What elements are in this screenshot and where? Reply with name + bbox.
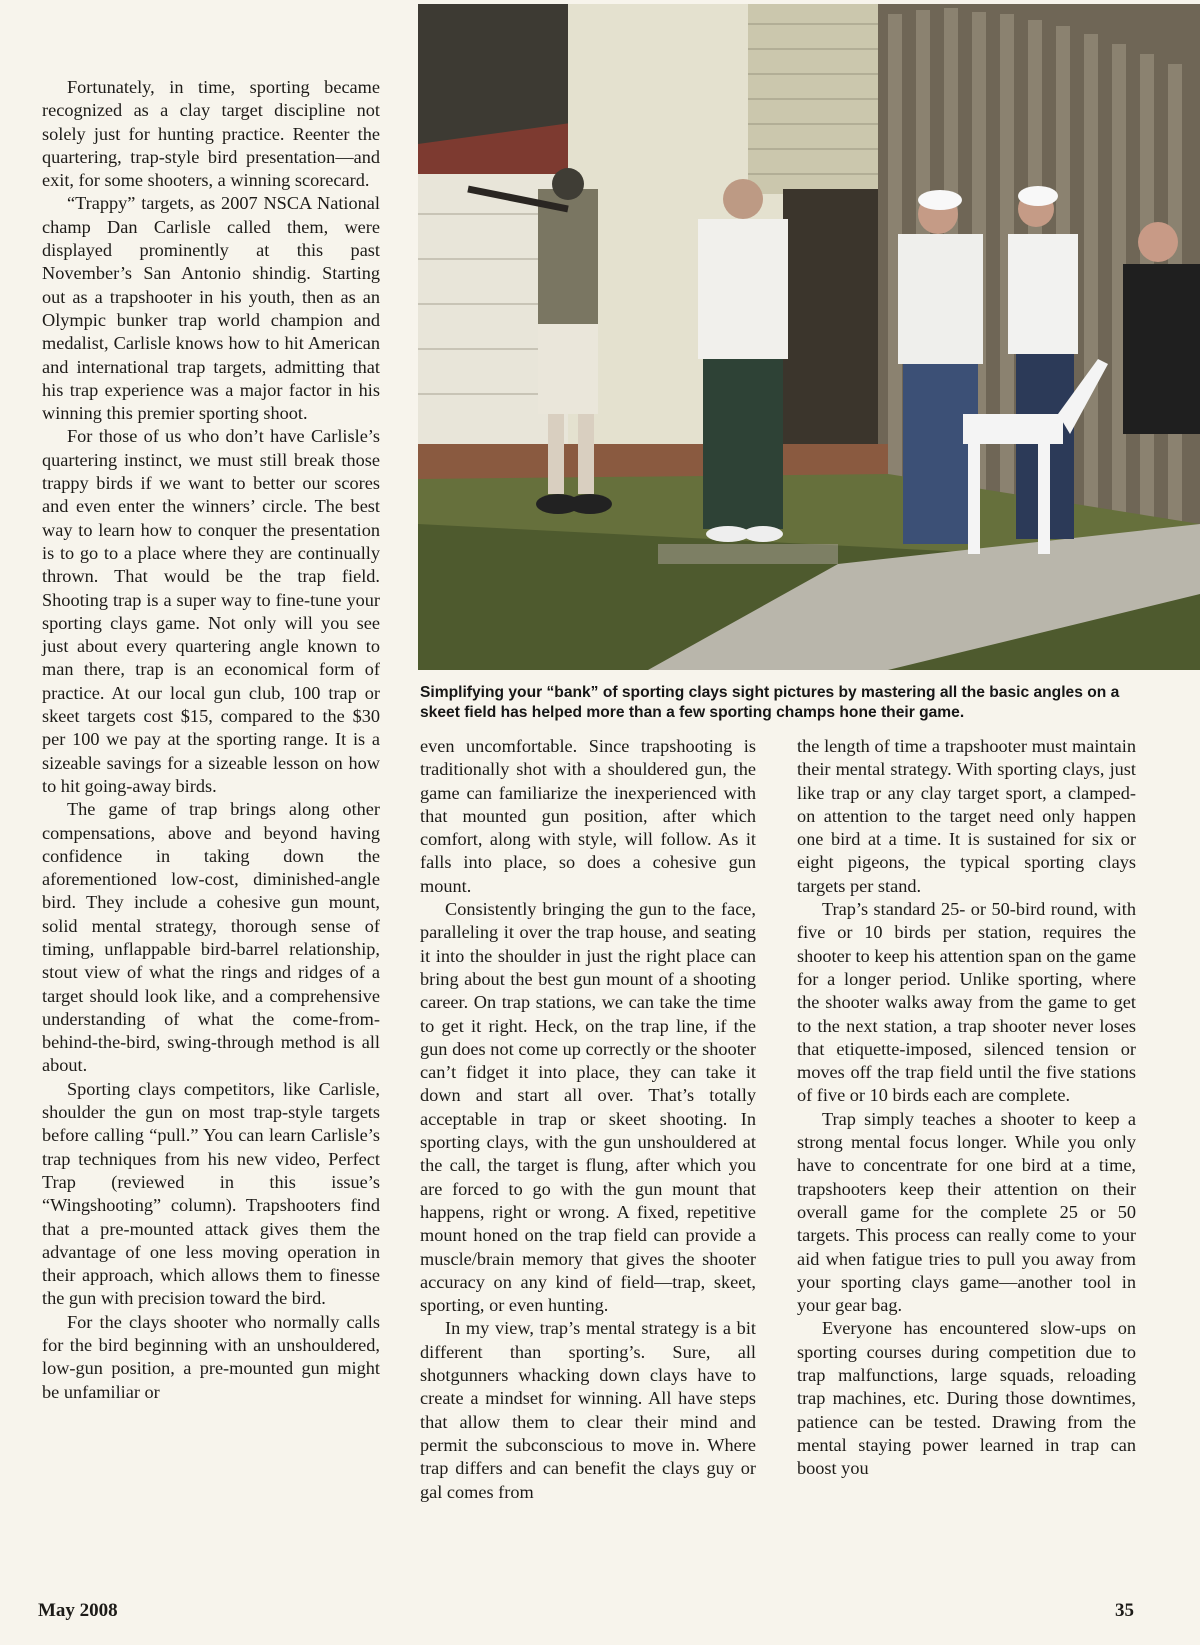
paragraph: even uncomfortable. Since trapshooting is traditionally shot with a shouldered gun, the game can familiarize the inexperienced with that mounted gun position, after which comfort, along with style, will follow. As it falls into place, so does a cohesive gun mount. (420, 736, 756, 896)
paragraph: Trap’s standard 25- or 50-bird round, with five or 10 birds per station, requires the shooter to keep his attention span on the game for a longer period. Unlike sporting, where the shooter walks away from the game to get to the next station, a trap shooter never loses that etiquette-imposed, silenced tension or moves off the trap field until the five stations of five or 10 birds each are complete. (797, 899, 1136, 1106)
paragraph: Sporting clays competitors, like Carlisle, shoulder the gun on most trap-style targets before calling “pull.” You can learn Carlisle’s trap techniques from his new video, Perfect Trap (reviewed in this issue’s “Wingshooting” column). Trapshooters find that a pre-mounted attack gives them the advantage of one less moving operation in their approach, which allows them to finesse the gun with precision toward the bird. (42, 1078, 380, 1309)
photo-trap-shooters-icon (418, 4, 1200, 670)
paragraph: the length of time a trapshooter must maintain their mental strategy. With sporting clays, just like trap or any clay target sport, a clamped-on attention to the target need only happen one bird at a time. It is sustained for six or eight pigeons, the typical sporting clays targets per stand. (797, 736, 1136, 896)
article-column-right (797, 735, 1136, 1481)
photo-caption: Simplifying your “bank” of sporting clays sight pictures by mastering all the basic angles on a skeet field has helped more than a few sporting champs hone their game. (420, 684, 1120, 721)
article-column-middle (420, 735, 756, 1504)
paragraph: In my view, trap’s mental strategy is a bit different than sporting’s. Sure, all shotgunners whacking down clays have to create a mindset for winning. All have steps that allow them to clear their mind and permit the subconscious to move in. Where trap differs and can benefit the clays guy or gal comes from (420, 1318, 756, 1502)
article-column-left (42, 76, 380, 1404)
paragraph: Trap simply teaches a shooter to keep a strong mental focus longer. While you only have to concentrate for one bird at a time, trapshooters keep their attention on their overall game for the complete 25 or 50 targets. This process can really come to your aid when fatigue tries to pull you away from your sporting clays game—another tool in your gear bag. (797, 1108, 1136, 1316)
footer-date: May 2008 (38, 1600, 118, 1621)
paragraph: Everyone has encountered slow-ups on sporting courses during competition due to trap malfunctions, large squads, reloading trap machines, etc. During those downtimes, patience can be tested. Drawing from the mental staying power learned in trap can boost you (797, 1318, 1136, 1479)
paragraph: Consistently bringing the gun to the face, paralleling it over the trap house, and seating it into the shoulder in just the right place can bring about the best gun mount of a shooting career. On trap stations, we can take the time to get it right. Heck, on the trap line, if the gun does not come up correctly or the shooter can’t fidget it into place, they can take it down and start all over. That’s totally acceptable in trap or skeet shooting. In sporting clays, with the gun unshouldered at the call, the target is flung, after which you are forced to go with the gun mount that happens, right or wrong. A fixed, repetitive mount honed on the trap field can provide a muscle/brain memory that gives the shooter accuracy on any kind of field—trap, skeet, sporting, or even hunting. (420, 899, 756, 1316)
paragraph: “Trappy” targets, as 2007 NSCA National champ Dan Carlisle called them, were displayed prominently at this past November’s San Antonio shindig. Starting out as a trapshooter in his youth, then as an Olympic bunker trap world champion and medalist, Carlisle knows how to hit American and international trap targets, admitting that his trap experience was a major factor in his winning this premier sporting shoot. (42, 193, 380, 424)
paragraph: The game of trap brings along other compensations, above and beyond having confidence in taking down the aforementioned low-cost, diminished-angle bird. They include a cohesive gun mount, solid mental strategy, thorough sense of timing, unflappable bird-barrel relationship, stout view of what the rings and ridges of a target should look like, and a comprehensive understanding of what the come-from-behind-the-bird, swing-through method is all about. (42, 799, 380, 1076)
page-number: 35 (1115, 1600, 1134, 1621)
article-photo (418, 4, 1200, 670)
paragraph: Fortunately, in time, sporting became recognized as a clay target discipline not solely just for hunting practice. Reenter the quartering, trap-style bird presentation—and exit, for some shooters, a winning scorecard. (42, 77, 380, 191)
paragraph: For those of us who don’t have Carlisle’s quartering instinct, we must still break those trappy birds if we want to better our scores and even enter the winners’ circle. The best way to learn how to conquer the presentation is to go to a place where they are continually thrown. That would be the trap field. Shooting trap is a super way to fine-tune your sporting clays game. Not only will you see just about every quartering angle known to man there, trap is an economical form of practice. At our local gun club, 100 trap or skeet targets cost $15, compared to the $30 per 100 we pay at the sporting range. It is a sizeable savings for a sizeable lesson on how to hit going-away birds. (42, 426, 380, 796)
paragraph: For the clays shooter who normally calls for the bird beginning with an unshouldered, low-gun position, a pre-mounted gun might be unfamiliar or (42, 1311, 380, 1402)
